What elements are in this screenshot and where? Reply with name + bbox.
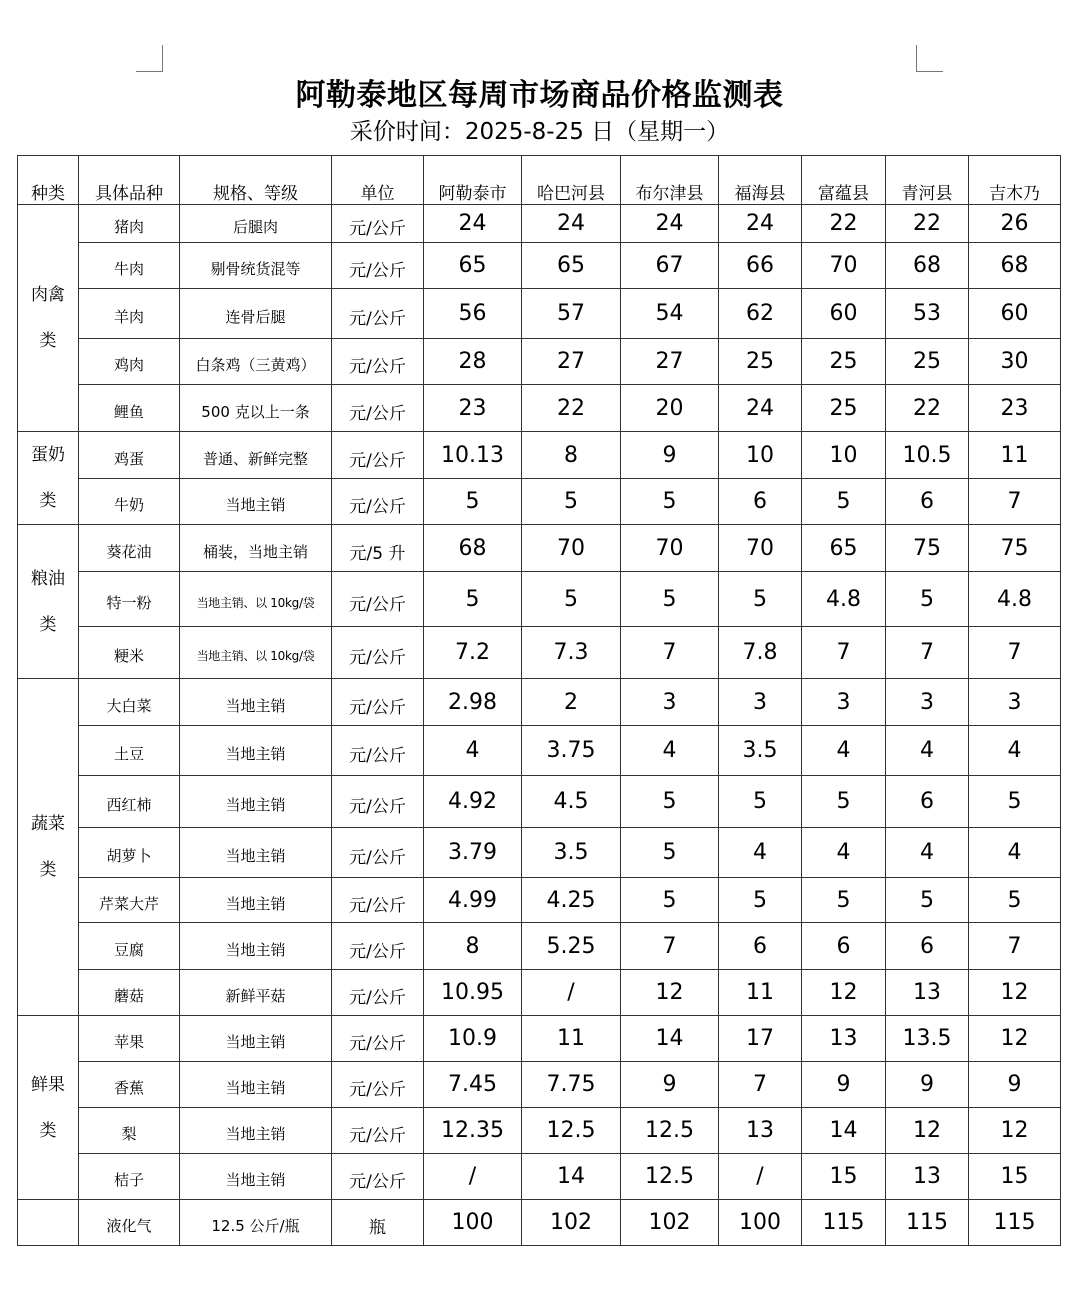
unit-cell: 元/5 升 [332, 525, 424, 572]
item-name-cell: 豆腐 [79, 923, 180, 970]
price-cell: 6 [719, 479, 802, 525]
table-row [18, 970, 1061, 1016]
item-name-cell: 胡萝卜 [79, 828, 180, 878]
price-cell: 5 [621, 776, 719, 828]
price-cell: 7 [969, 627, 1061, 679]
unit-cell: 元/公斤 [332, 243, 424, 289]
price-cell: 9 [886, 1062, 969, 1108]
column-header: 哈巴河县 [522, 156, 621, 205]
price-cell: 12.5 [621, 1108, 719, 1154]
price-cell: 13 [802, 1016, 886, 1062]
price-cell: 30 [969, 339, 1061, 385]
price-cell: 5 [522, 479, 621, 525]
unit-cell: 元/公斤 [332, 878, 424, 923]
price-cell: 9 [802, 1062, 886, 1108]
price-cell: 4 [969, 828, 1061, 878]
price-cell: 5 [621, 479, 719, 525]
price-cell: 68 [424, 525, 522, 572]
price-cell: 28 [424, 339, 522, 385]
price-cell: 12 [886, 1108, 969, 1154]
unit-cell: 元/公斤 [332, 1108, 424, 1154]
spec-cell: 当地主销 [180, 1108, 332, 1154]
price-cell: 4 [802, 726, 886, 776]
spec-cell: 当地主销 [180, 726, 332, 776]
column-header: 种类 [18, 156, 79, 205]
table-row [18, 923, 1061, 970]
price-cell: 3 [621, 679, 719, 726]
price-cell: 7 [719, 1062, 802, 1108]
price-cell: 20 [621, 385, 719, 432]
price-cell: 5 [621, 572, 719, 627]
unit-cell: 元/公斤 [332, 1062, 424, 1108]
price-cell: 53 [886, 289, 969, 339]
price-cell: 12 [621, 970, 719, 1016]
price-cell: 7 [621, 923, 719, 970]
column-header: 吉木乃 [969, 156, 1061, 205]
price-cell: 5 [886, 572, 969, 627]
header-row [18, 156, 1061, 205]
price-cell: 70 [719, 525, 802, 572]
column-header: 富蕴县 [802, 156, 886, 205]
item-name-cell: 牛肉 [79, 243, 180, 289]
unit-cell: 元/公斤 [332, 1154, 424, 1200]
price-cell: 12 [802, 970, 886, 1016]
spec-cell: 连骨后腿 [180, 289, 332, 339]
category-cell: 蛋奶 类 [18, 432, 79, 525]
unit-cell: 元/公斤 [332, 339, 424, 385]
price-cell: 4 [802, 828, 886, 878]
item-name-cell: 鲤鱼 [79, 385, 180, 432]
spec-cell: 当地主销、以 10kg/袋 [180, 572, 332, 627]
table-body [18, 205, 1061, 1246]
price-cell: 13.5 [886, 1016, 969, 1062]
price-cell: 12 [969, 1016, 1061, 1062]
price-cell: 100 [424, 1200, 522, 1246]
price-cell: 25 [719, 339, 802, 385]
price-cell: 27 [522, 339, 621, 385]
price-cell: 3.5 [719, 726, 802, 776]
price-cell: 12.5 [522, 1108, 621, 1154]
price-cell: 12.5 [621, 1154, 719, 1200]
price-cell: 23 [424, 385, 522, 432]
item-name-cell: 香蕉 [79, 1062, 180, 1108]
price-cell: 7.75 [522, 1062, 621, 1108]
price-cell: 70 [802, 243, 886, 289]
price-cell: 5 [424, 572, 522, 627]
spec-cell: 当地主销 [180, 878, 332, 923]
item-name-cell: 羊肉 [79, 289, 180, 339]
price-cell: 6 [886, 479, 969, 525]
table-row [18, 726, 1061, 776]
category-cell: 肉禽 类 [18, 205, 79, 432]
price-cell: 25 [802, 339, 886, 385]
category-cell [18, 1200, 79, 1246]
price-cell: 3.5 [522, 828, 621, 878]
price-cell: 60 [969, 289, 1061, 339]
table-row [18, 776, 1061, 828]
price-cell: 9 [621, 1062, 719, 1108]
price-cell: 4 [621, 726, 719, 776]
spec-cell: 当地主销 [180, 1154, 332, 1200]
price-cell: 6 [719, 923, 802, 970]
price-cell: 5 [719, 776, 802, 828]
spec-cell: 当地主销 [180, 923, 332, 970]
unit-cell: 元/公斤 [332, 679, 424, 726]
item-name-cell: 特一粉 [79, 572, 180, 627]
spec-cell: 当地主销 [180, 776, 332, 828]
spec-cell: 当地主销 [180, 679, 332, 726]
unit-cell: 元/公斤 [332, 205, 424, 243]
unit-cell: 元/公斤 [332, 289, 424, 339]
unit-cell: 元/公斤 [332, 627, 424, 679]
spec-cell: 白条鸡（三黄鸡） [180, 339, 332, 385]
price-cell: 24 [424, 205, 522, 243]
price-cell: 13 [886, 1154, 969, 1200]
item-name-cell: 西红柿 [79, 776, 180, 828]
price-cell: 5.25 [522, 923, 621, 970]
price-cell: 11 [969, 432, 1061, 479]
price-cell: 102 [522, 1200, 621, 1246]
price-cell: / [719, 1154, 802, 1200]
price-cell: 4.8 [802, 572, 886, 627]
price-cell: 4.8 [969, 572, 1061, 627]
price-cell: 115 [802, 1200, 886, 1246]
table-row [18, 828, 1061, 878]
column-header: 青河县 [886, 156, 969, 205]
price-cell: 7 [802, 627, 886, 679]
page-corner-mark-left [136, 45, 163, 72]
price-cell: 7 [621, 627, 719, 679]
unit-cell: 元/公斤 [332, 479, 424, 525]
price-cell: 65 [522, 243, 621, 289]
column-header: 规格、等级 [180, 156, 332, 205]
table-row [18, 627, 1061, 679]
price-cell: 3.79 [424, 828, 522, 878]
price-cell: 11 [522, 1016, 621, 1062]
item-name-cell: 土豆 [79, 726, 180, 776]
table-row [18, 243, 1061, 289]
spec-cell: 当地主销 [180, 1016, 332, 1062]
table-row [18, 572, 1061, 627]
price-cell: 10 [719, 432, 802, 479]
price-cell: 115 [886, 1200, 969, 1246]
spec-cell: 普通、新鲜完整 [180, 432, 332, 479]
price-cell: 75 [886, 525, 969, 572]
price-cell: 4 [424, 726, 522, 776]
price-cell: 4.25 [522, 878, 621, 923]
price-cell: 5 [522, 572, 621, 627]
price-cell: 5 [969, 878, 1061, 923]
unit-cell: 元/公斤 [332, 923, 424, 970]
price-cell: 24 [719, 205, 802, 243]
price-cell: 75 [969, 525, 1061, 572]
price-cell: 56 [424, 289, 522, 339]
price-cell: 25 [802, 385, 886, 432]
item-name-cell: 猪肉 [79, 205, 180, 243]
column-header: 单位 [332, 156, 424, 205]
table-row [18, 432, 1061, 479]
item-name-cell: 蘑菇 [79, 970, 180, 1016]
price-cell: 9 [969, 1062, 1061, 1108]
column-header: 福海县 [719, 156, 802, 205]
spec-cell: 新鲜平菇 [180, 970, 332, 1016]
item-name-cell: 葵花油 [79, 525, 180, 572]
price-cell: 6 [886, 923, 969, 970]
document-subtitle: 采价时间：2025-8-25 日（星期一） [349, 119, 730, 145]
document-title: 阿勒泰地区每周市场商品价格监测表 [295, 78, 784, 113]
price-cell: 15 [802, 1154, 886, 1200]
price-cell: 62 [719, 289, 802, 339]
price-cell: 5 [886, 878, 969, 923]
category-cell: 鲜果 类 [18, 1016, 79, 1200]
unit-cell: 元/公斤 [332, 432, 424, 479]
item-name-cell: 芹菜大芹 [79, 878, 180, 923]
unit-cell: 元/公斤 [332, 970, 424, 1016]
price-table [17, 155, 1061, 1246]
price-cell: 22 [886, 205, 969, 243]
price-cell: 67 [621, 243, 719, 289]
spec-cell: 剔骨统货混等 [180, 243, 332, 289]
price-cell: 7.45 [424, 1062, 522, 1108]
price-cell: 5 [719, 878, 802, 923]
price-cell: 25 [886, 339, 969, 385]
price-cell: 24 [522, 205, 621, 243]
spec-cell: 当地主销、以 10kg/袋 [180, 627, 332, 679]
price-cell: 3 [802, 679, 886, 726]
price-cell: 10.5 [886, 432, 969, 479]
price-cell: 12 [969, 970, 1061, 1016]
item-name-cell: 大白菜 [79, 679, 180, 726]
price-cell: / [424, 1154, 522, 1200]
spec-cell: 当地主销 [180, 828, 332, 878]
price-cell: 10.13 [424, 432, 522, 479]
price-cell: 3.75 [522, 726, 621, 776]
price-cell: 24 [621, 205, 719, 243]
price-cell: 68 [886, 243, 969, 289]
price-cell: 57 [522, 289, 621, 339]
price-cell: 15 [969, 1154, 1061, 1200]
price-cell: 3 [886, 679, 969, 726]
column-header: 阿勒泰市 [424, 156, 522, 205]
spec-cell: 12.5 公斤/瓶 [180, 1200, 332, 1246]
price-cell: 5 [424, 479, 522, 525]
price-cell: 14 [621, 1016, 719, 1062]
price-cell: 2.98 [424, 679, 522, 726]
table-row [18, 1108, 1061, 1154]
spec-cell: 桶装，当地主销 [180, 525, 332, 572]
price-cell: 9 [621, 432, 719, 479]
price-cell: 7 [969, 923, 1061, 970]
spec-cell: 当地主销 [180, 479, 332, 525]
price-cell: 17 [719, 1016, 802, 1062]
price-cell: 70 [522, 525, 621, 572]
item-name-cell: 粳米 [79, 627, 180, 679]
item-name-cell: 鸡肉 [79, 339, 180, 385]
price-cell: 115 [969, 1200, 1061, 1246]
spec-cell: 500 克以上一条 [180, 385, 332, 432]
price-cell: 14 [522, 1154, 621, 1200]
price-cell: 8 [522, 432, 621, 479]
price-cell: 12.35 [424, 1108, 522, 1154]
column-header: 布尔津县 [621, 156, 719, 205]
price-cell: 27 [621, 339, 719, 385]
price-cell: 54 [621, 289, 719, 339]
table-row [18, 1154, 1061, 1200]
price-cell: 10 [802, 432, 886, 479]
item-name-cell: 桔子 [79, 1154, 180, 1200]
price-cell: 60 [802, 289, 886, 339]
price-cell: 7.8 [719, 627, 802, 679]
price-cell: 7 [886, 627, 969, 679]
price-cell: 5 [802, 878, 886, 923]
price-cell: 65 [424, 243, 522, 289]
price-cell: 5 [802, 776, 886, 828]
price-cell: 4 [969, 726, 1061, 776]
category-cell: 粮油 类 [18, 525, 79, 679]
price-cell: 5 [719, 572, 802, 627]
price-cell: 12 [969, 1108, 1061, 1154]
item-name-cell: 鸡蛋 [79, 432, 180, 479]
price-cell: / [522, 970, 621, 1016]
price-cell: 13 [719, 1108, 802, 1154]
price-cell: 66 [719, 243, 802, 289]
price-cell: 7 [969, 479, 1061, 525]
price-cell: 4.92 [424, 776, 522, 828]
table-row [18, 679, 1061, 726]
table-row [18, 479, 1061, 525]
price-cell: 4 [719, 828, 802, 878]
spec-cell: 当地主销 [180, 1062, 332, 1108]
item-name-cell: 液化气 [79, 1200, 180, 1246]
price-cell: 22 [522, 385, 621, 432]
unit-cell: 元/公斤 [332, 776, 424, 828]
price-cell: 7.2 [424, 627, 522, 679]
price-cell: 68 [969, 243, 1061, 289]
price-cell: 6 [886, 776, 969, 828]
price-cell: 70 [621, 525, 719, 572]
unit-cell: 元/公斤 [332, 726, 424, 776]
table-row [18, 878, 1061, 923]
price-cell: 8 [424, 923, 522, 970]
price-cell: 14 [802, 1108, 886, 1154]
price-cell: 5 [802, 479, 886, 525]
price-cell: 3 [969, 679, 1061, 726]
price-cell: 4 [886, 726, 969, 776]
price-cell: 24 [719, 385, 802, 432]
price-cell: 4 [886, 828, 969, 878]
table-row [18, 1062, 1061, 1108]
table-row [18, 205, 1061, 243]
spec-cell: 后腿肉 [180, 205, 332, 243]
unit-cell: 元/公斤 [332, 1016, 424, 1062]
price-cell: 5 [621, 878, 719, 923]
price-cell: 13 [886, 970, 969, 1016]
unit-cell: 元/公斤 [332, 828, 424, 878]
item-name-cell: 苹果 [79, 1016, 180, 1062]
item-name-cell: 牛奶 [79, 479, 180, 525]
price-cell: 5 [621, 828, 719, 878]
price-cell: 26 [969, 205, 1061, 243]
table-row [18, 1200, 1061, 1246]
price-cell: 10.9 [424, 1016, 522, 1062]
table-row [18, 289, 1061, 339]
price-cell: 23 [969, 385, 1061, 432]
price-cell: 65 [802, 525, 886, 572]
unit-cell: 元/公斤 [332, 385, 424, 432]
item-name-cell: 梨 [79, 1108, 180, 1154]
price-cell: 22 [886, 385, 969, 432]
price-cell: 2 [522, 679, 621, 726]
price-cell: 11 [719, 970, 802, 1016]
price-cell: 7.3 [522, 627, 621, 679]
unit-cell: 元/公斤 [332, 572, 424, 627]
table-row [18, 385, 1061, 432]
category-cell: 蔬菜 类 [18, 679, 79, 1016]
table-row [18, 525, 1061, 572]
price-cell: 102 [621, 1200, 719, 1246]
page-corner-mark-right [916, 45, 943, 72]
price-cell: 4.99 [424, 878, 522, 923]
table-row [18, 339, 1061, 385]
column-header: 具体品种 [79, 156, 180, 205]
price-cell: 6 [802, 923, 886, 970]
unit-cell: 瓶 [332, 1200, 424, 1246]
price-cell: 4.5 [522, 776, 621, 828]
price-cell: 3 [719, 679, 802, 726]
price-cell: 100 [719, 1200, 802, 1246]
price-cell: 22 [802, 205, 886, 243]
price-cell: 5 [969, 776, 1061, 828]
table-row [18, 1016, 1061, 1062]
price-cell: 10.95 [424, 970, 522, 1016]
